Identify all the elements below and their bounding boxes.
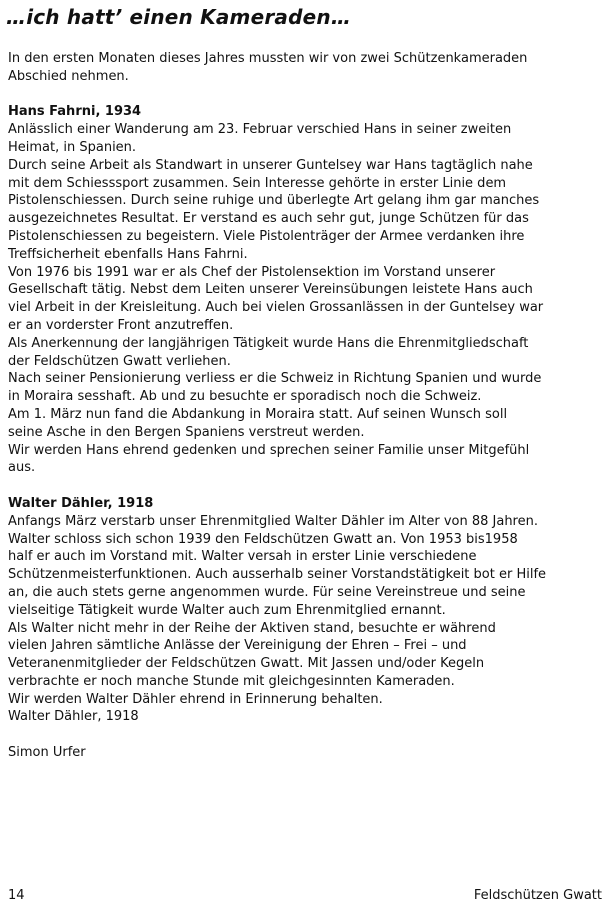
- body-line: an, die auch stets gerne angenommen wurde. Für seine Vereinstreue und seine: [8, 584, 526, 600]
- article-body: [8, 50, 600, 762]
- body-line: Pistolenschiessen zu begeistern. Viele Pistolenträger der Armee verdanken ihre: [8, 228, 525, 244]
- body-line: Pistolenschiessen. Durch seine ruhige und überlegte Art gelang ihm gar manches: [8, 193, 540, 209]
- body-line: vielen Jahren sämtliche Anlässe der Vereinigung der Ehren – Frei – und: [8, 638, 467, 654]
- body-line: Wir werden Hans ehrend gedenken und sprechen seiner Familie unser Mitgefühl: [8, 442, 530, 458]
- paragraph-gap: [8, 726, 600, 744]
- body-line: vielseitige Tätigkeit wurde Walter auch zum Ehrenmitglied ernannt.: [8, 602, 446, 618]
- body-line: Als Anerkennung der langjährigen Tätigkeit wurde Hans die Ehrenmitgliedschaft: [8, 335, 529, 351]
- body-line: Walter Dähler, 1918: [8, 709, 139, 725]
- intro-line: Abschied nehmen.: [8, 68, 129, 84]
- page-number: 14: [8, 888, 25, 903]
- body-line: Als Walter nicht mehr in der Reihe der Aktiven stand, besuchte er während: [8, 620, 496, 636]
- body-line: viel Arbeit in der Kreisleitung. Auch bei vielen Grossanlässen in der Guntelsey war: [8, 300, 544, 316]
- section-heading-hans-fahrni: Hans Fahrni, 1934: [8, 104, 142, 120]
- body-line: der Feldschützen Gwatt verliehen.: [8, 353, 231, 369]
- body-line: Heimat, in Spanien.: [8, 139, 137, 155]
- body-line: Von 1976 bis 1991 war er als Chef der Pistolensektion im Vorstand unserer: [8, 264, 496, 280]
- paragraph-gap: [8, 86, 600, 104]
- author-signature: Simon Urfer: [8, 745, 86, 761]
- body-line: er an vorderster Front anzutreffen.: [8, 317, 234, 333]
- body-line: Treffsicherheit ebenfalls Hans Fahrni.: [8, 246, 248, 262]
- body-line: mit dem Schiesssport zusammen. Sein Interesse gehörte in erster Linie dem: [8, 175, 507, 191]
- body-line: Schützenmeisterfunktionen. Auch ausserhalb seiner Vorstandstätigkeit bot er Hilfe: [8, 567, 547, 583]
- body-line: verbrachte er noch manche Stunde mit gleichgesinnten Kameraden.: [8, 673, 455, 689]
- body-line: Veteranenmitglieder der Feldschützen Gwatt. Mit Jassen und/oder Kegeln: [8, 656, 485, 672]
- paragraph-gap: [8, 477, 600, 495]
- publication-name: Feldschützen Gwatt: [473, 888, 602, 903]
- body-line: Wir werden Walter Dähler ehrend in Erinnerung behalten.: [8, 691, 383, 707]
- body-line: Anlässlich einer Wanderung am 23. Februar verschied Hans in seiner zweiten: [8, 122, 512, 138]
- article-title: …ich hatt’ einen Kameraden…: [6, 5, 352, 29]
- body-line: seine Asche in den Bergen Spaniens verstreut werden.: [8, 424, 365, 440]
- body-line: Walter schloss sich schon 1939 den Feldschützen Gwatt an. Von 1953 bis1958: [8, 531, 518, 547]
- body-line: Durch seine Arbeit als Standwart in unserer Guntelsey war Hans tagtäglich nahe: [8, 157, 533, 173]
- body-line: Anfangs März verstarb unser Ehrenmitglied Walter Dähler im Alter von 88 Jahren.: [8, 513, 538, 529]
- body-line: half er auch im Vorstand mit. Walter versah in erster Linie verschiedene: [8, 549, 477, 565]
- body-line: Am 1. März nun fand die Abdankung in Moraira statt. Auf seinen Wunsch soll: [8, 406, 508, 422]
- section-heading-walter-daehler: Walter Dähler, 1918: [8, 495, 154, 511]
- intro-line: In den ersten Monaten dieses Jahres mussten wir von zwei Schützenkameraden: [8, 51, 528, 66]
- body-line: Nach seiner Pensionierung verliess er die Schweiz in Richtung Spanien und wurde: [8, 371, 542, 387]
- body-line: in Moraira sesshaft. Ab und zu besuchte er sporadisch noch die Schweiz.: [8, 389, 482, 405]
- body-line: ausgezeichnetes Resultat. Er verstand es auch sehr gut, junge Schützen für das: [8, 211, 529, 227]
- body-line: aus.: [8, 460, 36, 476]
- body-line: Gesellschaft tätig. Nebst dem Leiten unserer Vereinsübungen leistete Hans auch: [8, 282, 533, 298]
